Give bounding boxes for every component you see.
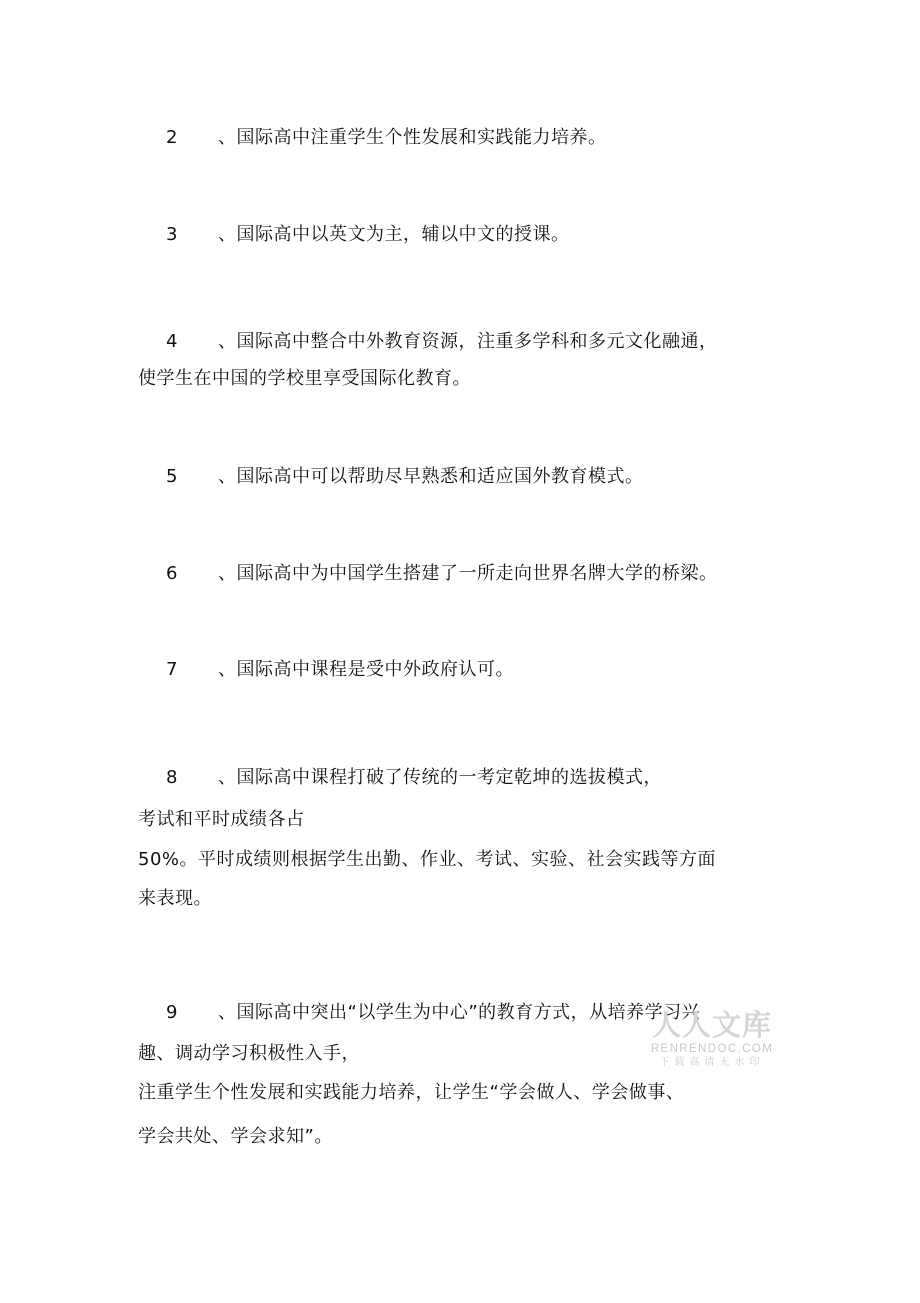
watermark-tagline: 下载高清无水印 <box>659 1057 765 1068</box>
list-item <box>166 766 662 790</box>
list-item <box>166 223 570 247</box>
watermark-title: 人人文库 <box>651 1008 772 1042</box>
item-number: 5 <box>166 466 178 487</box>
item-text: 、国际高中整合中外教育资源，注重多学科和多元文化融通， <box>218 331 718 352</box>
item-number: 7 <box>166 659 178 680</box>
item-text: 、国际高中可以帮助尽早熟悉和适应国外教育模式。 <box>218 466 644 487</box>
watermark-domain: RENRENDOC.COM <box>650 1043 774 1055</box>
item-text: 、国际高中突出“以学生为中心”的教育方式，从培养学习兴 <box>218 1002 701 1023</box>
list-item <box>166 658 514 682</box>
item-continuation: 注重学生个性发展和实践能力培养，让学生“学会做人、学会做事、 <box>138 1082 685 1103</box>
item-number: 6 <box>166 563 178 584</box>
watermark-logo <box>642 1008 782 1088</box>
list-item <box>166 126 607 150</box>
list-item <box>166 465 644 489</box>
item-number: 9 <box>166 1002 178 1023</box>
item-continuation: 考试和平时成绩各占 <box>138 809 305 830</box>
item-continuation: 趣、调动学习积极性入手， <box>138 1043 360 1064</box>
item-text: 、国际高中课程是受中外政府认可。 <box>218 659 514 680</box>
list-item <box>166 562 718 586</box>
item-text: 、国际高中为中国学生搭建了一所走向世界名牌大学的桥梁。 <box>218 563 718 584</box>
list-item <box>166 1001 700 1025</box>
item-number: 2 <box>166 127 178 148</box>
item-text: 、国际高中注重学生个性发展和实践能力培养。 <box>218 127 607 148</box>
list-item <box>166 330 718 354</box>
item-continuation: 使学生在中国的学校里享受国际化教育。 <box>138 368 471 389</box>
item-continuation: 学会共处、学会求知”。 <box>138 1126 333 1147</box>
item-number: 4 <box>166 331 178 352</box>
item-continuation: 50%。平时成绩则根据学生出勤、作业、考试、实验、社会实践等方面 <box>138 849 717 870</box>
item-text: 、国际高中以英文为主，辅以中文的授课。 <box>218 224 570 245</box>
item-number: 3 <box>166 224 178 245</box>
item-number: 8 <box>166 767 178 788</box>
item-continuation: 来表现。 <box>138 888 212 909</box>
item-text: 、国际高中课程打破了传统的一考定乾坤的选拔模式， <box>218 767 662 788</box>
